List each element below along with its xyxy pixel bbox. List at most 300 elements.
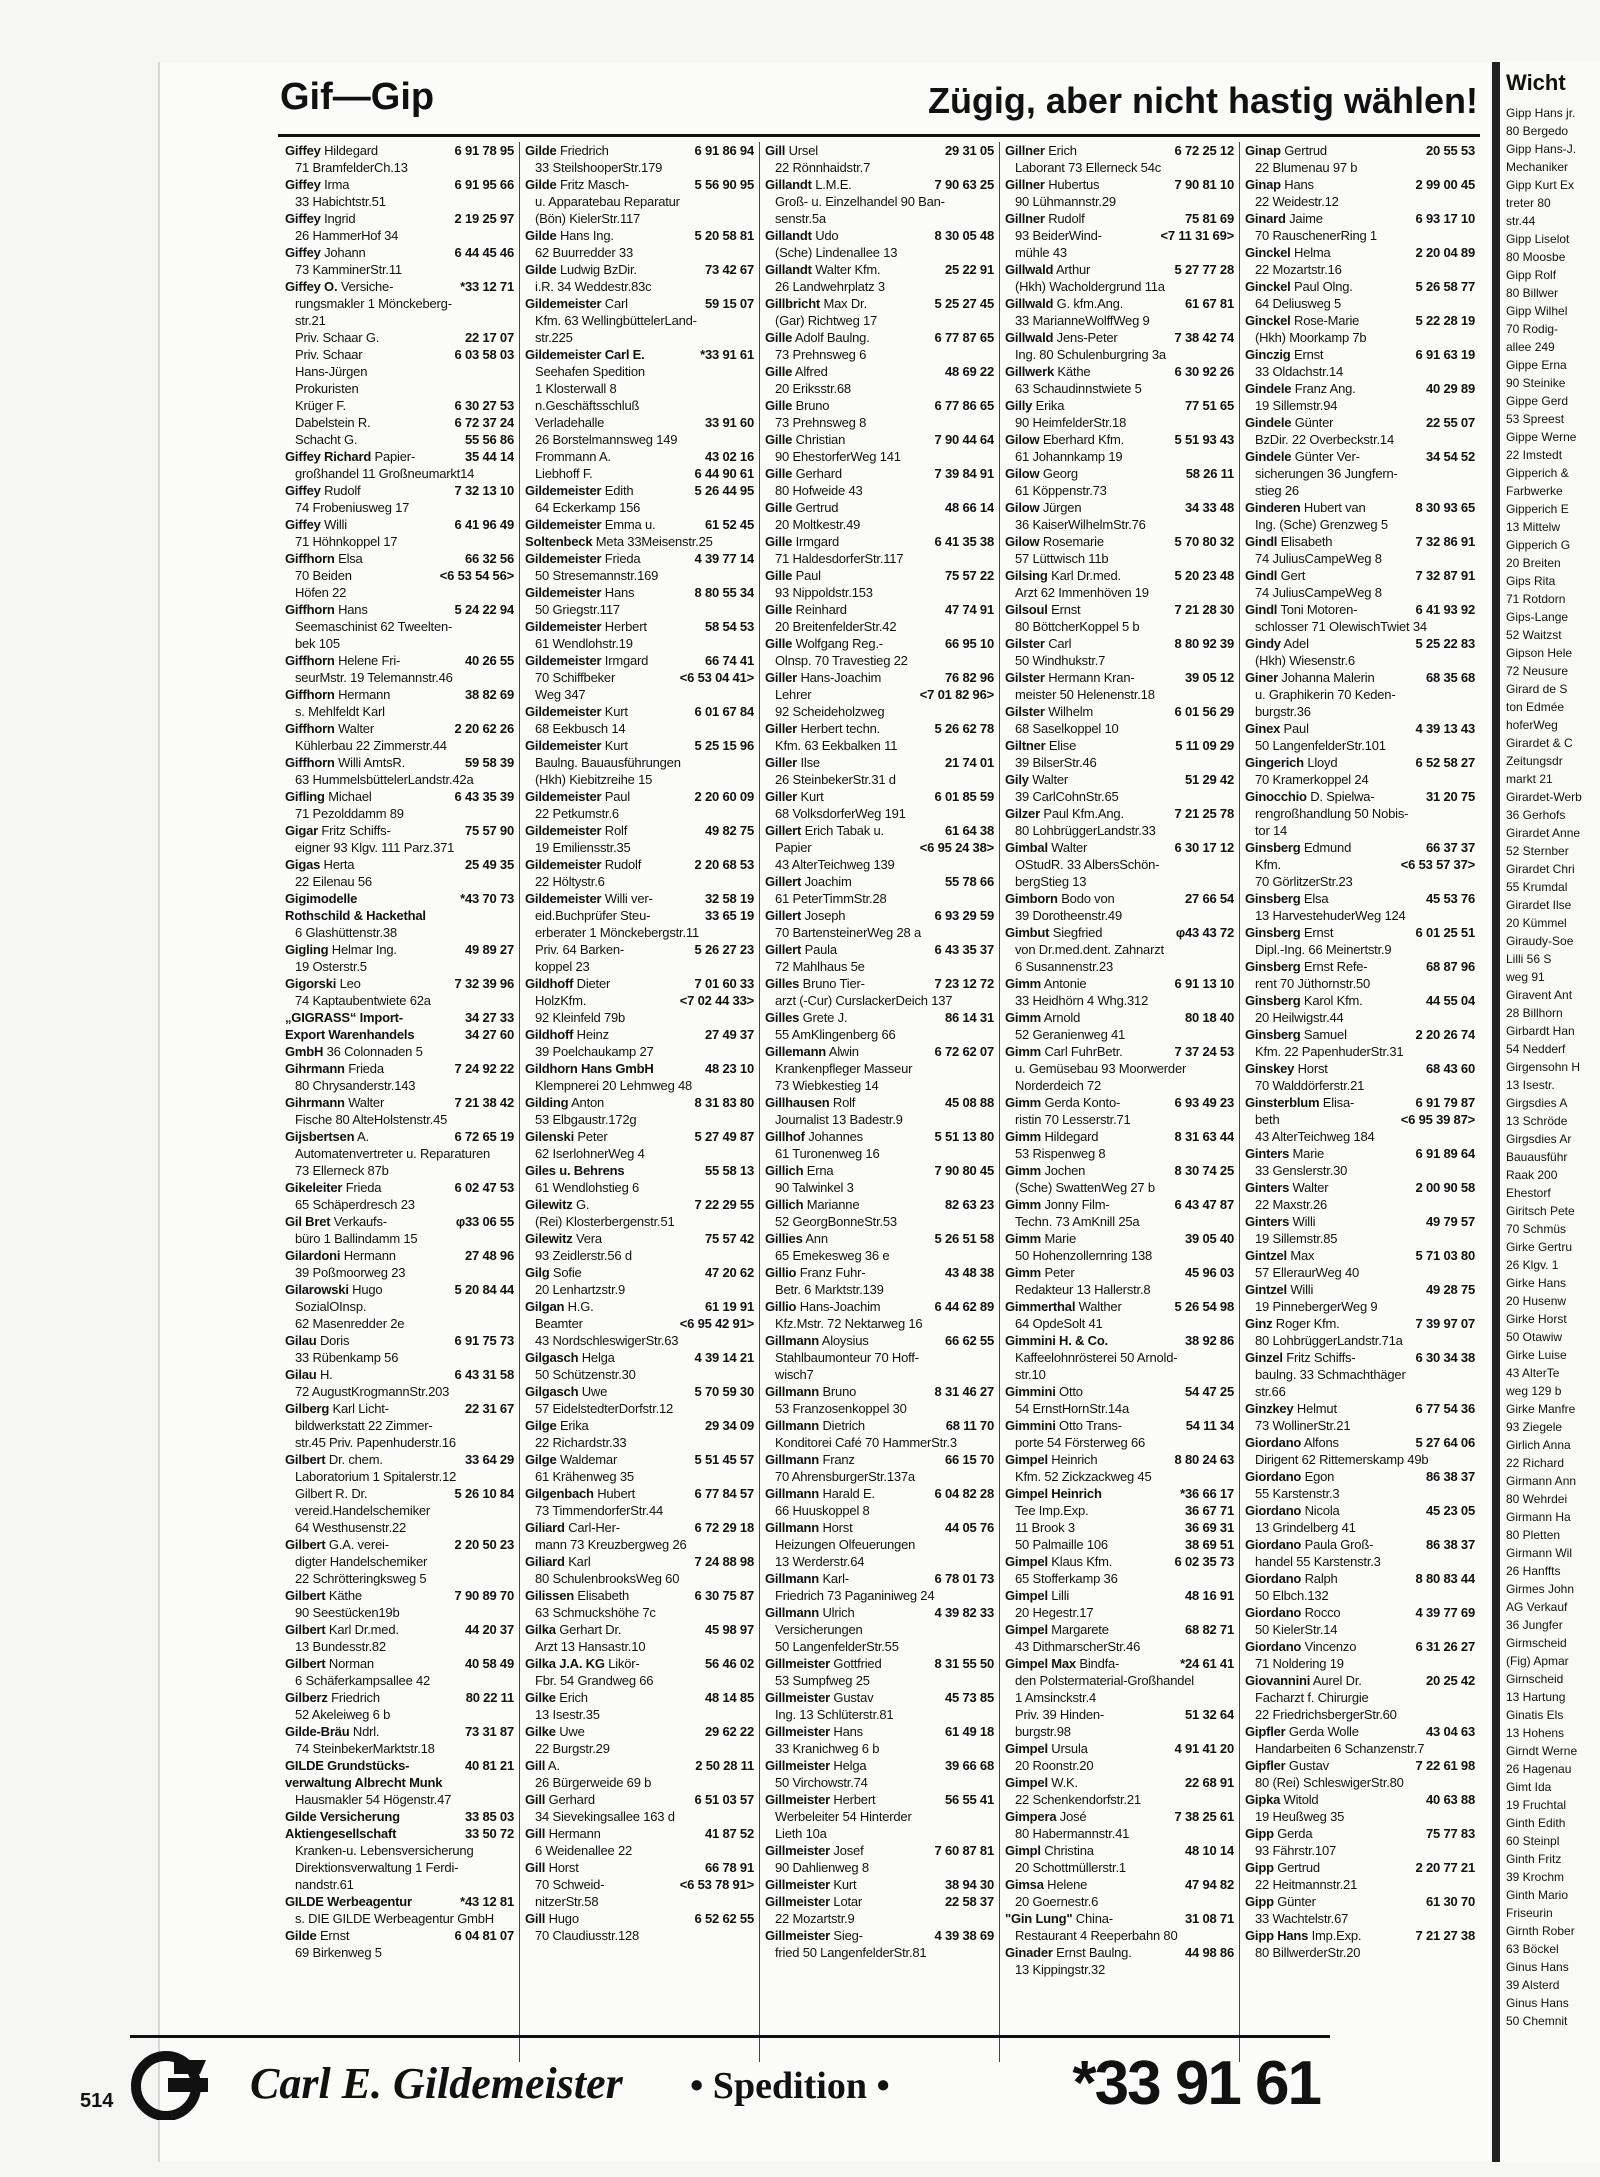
directory-entry — [765, 1553, 994, 1570]
next-page-entry: Raak 200 — [1506, 1168, 1558, 1182]
directory-entry — [1005, 601, 1234, 618]
directory-entry — [285, 1842, 514, 1859]
entry-details: Tee Imp.Exp. — [1015, 1503, 1089, 1518]
directory-entry — [525, 992, 754, 1009]
entry-details: 36 KaiserWilhelmStr.76 — [1015, 517, 1146, 532]
entry-details: 72 Mahlhaus 5e — [775, 959, 865, 974]
entry-details: Bruno Tier- — [802, 976, 865, 991]
entry-name: Gimm — [1005, 1163, 1042, 1178]
entry-details: 50 LangenfelderStr.55 — [775, 1639, 899, 1654]
entry-details: Ing. 80 Schulenburgring 3a — [1015, 347, 1166, 362]
entry-name: Ginsterblum — [1245, 1095, 1320, 1110]
directory-entry — [1005, 1553, 1234, 1570]
entry-details: 55 AmKlingenberg 66 — [775, 1027, 896, 1042]
entry-details: Jaime — [1289, 211, 1323, 226]
entry-name: Gily — [1005, 772, 1029, 787]
directory-entry — [285, 1740, 514, 1757]
directory-entry — [1005, 1842, 1234, 1859]
directory-entry — [1245, 567, 1475, 584]
directory-entry — [285, 771, 514, 788]
entry-details: 64 Westhusenstr.22 — [295, 1520, 407, 1535]
entry-details: Ing. 13 Schlüterstr.81 — [775, 1707, 894, 1722]
entry-phone: 33 91 60 — [704, 415, 754, 430]
entry-details: Ralph — [1304, 1571, 1338, 1586]
directory-entry — [765, 907, 994, 924]
directory-entry — [525, 1519, 754, 1536]
advertisement-banner — [130, 2035, 1330, 2118]
entry-phone: 55 78 66 — [944, 874, 994, 889]
entry-details: rent 70 Jüthornstr.50 — [1255, 976, 1371, 991]
directory-entry — [765, 839, 994, 856]
next-page-entry: Ginth Fritz — [1506, 1852, 1562, 1866]
entry-details: Erika — [559, 1418, 589, 1433]
directory-entry — [765, 1570, 994, 1587]
entry-details: mühle 43 — [1015, 245, 1067, 260]
entry-phone: 6 52 62 55 — [694, 1911, 754, 1926]
directory-entry — [765, 686, 994, 703]
directory-entry — [1245, 601, 1475, 618]
entry-phone: 7 24 88 98 — [694, 1554, 754, 1569]
directory-entry — [525, 1672, 754, 1689]
directory-entry — [1245, 1213, 1475, 1230]
directory-entry — [525, 295, 754, 312]
directory-entry — [1005, 567, 1234, 584]
directory-entry — [1245, 1281, 1475, 1298]
next-page-entry: Gipperich G — [1506, 538, 1571, 552]
directory-entry — [1005, 499, 1234, 516]
entry-name: Gille — [765, 364, 793, 379]
directory-entry — [1245, 244, 1475, 261]
directory-columns — [280, 142, 1480, 2062]
entry-phone: 22 31 67 — [464, 1401, 514, 1416]
entry-details: Laborant 73 Ellerneck 54c — [1015, 160, 1162, 175]
next-page-entry: 13 Hohens — [1506, 1726, 1565, 1740]
entry-details: 64 Eckerkamp 156 — [535, 500, 641, 515]
directory-entry — [1245, 295, 1475, 312]
entry-name: Gimmini H. & Co. — [1005, 1333, 1108, 1348]
directory-entry — [1245, 1706, 1475, 1723]
entry-details: Versicherungen — [775, 1622, 863, 1637]
entry-details: 93 Nippoldstr.153 — [775, 585, 873, 600]
entry-name: Gimbut — [1005, 925, 1050, 940]
next-page-entry: 39 Krochm — [1506, 1870, 1565, 1884]
next-page-entry: 80 Bergedo — [1506, 124, 1569, 138]
entry-name: Gildemeister — [525, 738, 602, 753]
entry-details: Vincenzo — [1304, 1639, 1357, 1654]
directory-entry — [1005, 1145, 1234, 1162]
directory-entry — [285, 703, 514, 720]
directory-entry — [1245, 1672, 1475, 1689]
entry-phone: 38 94 30 — [944, 1877, 994, 1892]
entry-details: Franz Ang. — [1294, 381, 1356, 396]
directory-entry — [525, 652, 754, 669]
entry-details: 80 Chrysanderstr.143 — [295, 1078, 416, 1093]
entry-name: Gilles — [765, 1010, 800, 1025]
directory-entry — [765, 1111, 994, 1128]
directory-entry — [1005, 1128, 1234, 1145]
entry-name: Gillner — [1005, 177, 1045, 192]
directory-entry — [1005, 703, 1234, 720]
entry-details: Eberhard Kfm. — [1042, 432, 1125, 447]
entry-name: Gillies — [765, 1231, 803, 1246]
entry-details: Ursel — [788, 143, 818, 158]
entry-details: Witold — [1283, 1792, 1319, 1807]
entry-name: Gilde — [525, 177, 557, 192]
entry-details: 39 BilserStr.46 — [1015, 755, 1097, 770]
directory-entry — [1245, 1077, 1475, 1094]
entry-details: Herbert techn. — [800, 721, 881, 736]
next-page-entry: Girke Gertru — [1506, 1240, 1573, 1254]
entry-phone: 6 77 87 65 — [934, 330, 994, 345]
entry-name: Giffhorn — [285, 551, 335, 566]
entry-name: Gimmerthal — [1005, 1299, 1076, 1314]
next-page-entry: 20 Kümmel — [1506, 916, 1567, 930]
entry-phone: 6 91 75 73 — [454, 1333, 514, 1348]
entry-details: 93 Fährstr.107 — [1255, 1843, 1337, 1858]
entry-name: Gille — [765, 602, 793, 617]
directory-entry — [1245, 1417, 1475, 1434]
entry-phone: 8 31 55 50 — [934, 1656, 994, 1671]
entry-name: Gillert — [765, 908, 802, 923]
entry-details: Elsa — [338, 551, 363, 566]
entry-details: (Sche) Lindenallee 13 — [775, 245, 898, 260]
entry-phone: 2 20 68 53 — [694, 857, 754, 872]
directory-entry — [765, 329, 994, 346]
entry-name: Gimm — [1005, 1197, 1042, 1212]
entry-details: Jens-Peter — [1056, 330, 1118, 345]
directory-entry — [1005, 1264, 1234, 1281]
directory-entry — [525, 1927, 754, 1944]
entry-phone: 38 92 86 — [1184, 1333, 1234, 1348]
entry-phone: 80 18 40 — [1184, 1010, 1234, 1025]
directory-entry — [1245, 1162, 1475, 1179]
entry-details: 53 Elbgaustr.172g — [535, 1112, 637, 1127]
directory-entry — [1245, 346, 1475, 363]
entry-details: 20 Moltkestr.49 — [775, 517, 861, 532]
directory-entry — [1245, 686, 1475, 703]
entry-details: 71 HaldesdorferStr.117 — [775, 551, 904, 566]
directory-entry — [525, 941, 754, 958]
entry-details: Hubert — [597, 1486, 636, 1501]
entry-details: str.21 — [295, 313, 326, 328]
entry-phone: 7 32 86 91 — [1415, 534, 1475, 549]
entry-phone: 6 93 17 10 — [1415, 211, 1475, 226]
directory-entry — [1005, 465, 1234, 482]
directory-entry — [525, 720, 754, 737]
entry-phone: 6 41 96 49 — [454, 517, 514, 532]
directory-entry — [1245, 975, 1475, 992]
entry-details: Hermann — [343, 1248, 396, 1263]
entry-details: Ernst — [1051, 602, 1081, 617]
entry-name: Gillert — [765, 823, 802, 838]
entry-details: Willi — [1292, 1214, 1316, 1229]
entry-details: Kurt — [833, 1877, 857, 1892]
entry-details: Walter — [1051, 840, 1088, 855]
entry-phone: 43 02 16 — [704, 449, 754, 464]
next-page-entry: Girlich Anna — [1506, 1438, 1571, 1452]
entry-phone: 2 50 28 11 — [695, 1758, 754, 1773]
directory-entry — [285, 1808, 514, 1825]
entry-details: Hugo — [548, 1911, 579, 1926]
entry-phone: 45 53 76 — [1425, 891, 1475, 906]
entry-details: Paula — [804, 942, 837, 957]
directory-entry — [765, 244, 994, 261]
directory-entry — [285, 873, 514, 890]
directory-entry — [285, 1468, 514, 1485]
next-page-entry: Girmes John — [1506, 1582, 1575, 1596]
next-page-entry: 20 Husenw — [1506, 1294, 1567, 1308]
entry-details: Hans-Joachim — [800, 670, 882, 685]
entry-details: Arthur — [1055, 262, 1091, 277]
next-page-entry: 80 Moosbe — [1506, 250, 1566, 264]
next-page-entry: 13 Isestr. — [1506, 1078, 1555, 1092]
entry-details: Ernst — [1293, 347, 1324, 362]
entry-details: Franz — [822, 1452, 855, 1467]
next-page-entry: 36 Gerhofs — [1506, 808, 1566, 822]
next-page-entry: 93 Ziegele — [1506, 1420, 1563, 1434]
entry-details: 71 Pezolddamm 89 — [295, 806, 404, 821]
directory-entry — [1245, 397, 1475, 414]
entry-phone: 66 32 56 — [464, 551, 514, 566]
directory-entry — [1245, 873, 1475, 890]
entry-name: Gilde — [285, 1928, 317, 1943]
next-page-entry: Bauausführ — [1506, 1150, 1568, 1164]
directory-entry — [1005, 958, 1234, 975]
directory-entry — [1245, 856, 1475, 873]
entry-details: 33 SteilshooperStr.179 — [535, 160, 663, 175]
directory-entry — [765, 1910, 994, 1927]
directory-entry — [1005, 397, 1234, 414]
entry-phone: <7 02 44 33> — [679, 993, 754, 1008]
directory-entry — [285, 890, 514, 907]
entry-phone: *43 70 73 — [460, 891, 514, 906]
directory-entry — [525, 1230, 754, 1247]
entry-details: Adolf Baulng. — [794, 330, 870, 345]
entry-details: Paula Groß- — [1304, 1537, 1374, 1552]
entry-name: Gilow — [1005, 500, 1040, 515]
entry-phone: 39 66 68 — [944, 1758, 994, 1773]
entry-details: Gottfried — [833, 1656, 882, 1671]
entry-phone: 5 22 28 19 — [1415, 313, 1475, 328]
directory-entry — [1245, 1808, 1475, 1825]
entry-details: 19 Osterstr.5 — [295, 959, 367, 974]
entry-details: Helene Fri- — [338, 653, 401, 668]
directory-entry — [525, 533, 754, 550]
directory-entry — [765, 1468, 994, 1485]
directory-entry — [525, 601, 754, 618]
entry-details: Gert — [1280, 568, 1306, 583]
directory-entry — [1005, 244, 1234, 261]
entry-phone: 45 98 97 — [704, 1622, 754, 1637]
directory-entry — [285, 176, 514, 193]
entry-details: Carl FuhrBetr. — [1044, 1044, 1123, 1059]
directory-entry — [525, 1060, 754, 1077]
entry-details: 74 JuliusCampeWeg 8 — [1255, 585, 1382, 600]
entry-details: 11 Brook 3 — [1015, 1520, 1075, 1535]
next-page-entry: Girard de S — [1506, 682, 1568, 696]
entry-details: 90 HeimfelderStr.18 — [1015, 415, 1127, 430]
entry-name: Gillhof — [765, 1129, 805, 1144]
entry-details: Ursula — [1051, 1741, 1088, 1756]
next-page-entry: Girardet Anne — [1506, 826, 1581, 840]
entry-name: Gildhoff — [525, 976, 574, 991]
entry-details: 63 Schaudinnstwiete 5 — [1015, 381, 1142, 396]
directory-entry — [765, 1281, 994, 1298]
entry-details: Liebhoff F. — [535, 466, 593, 481]
entry-details: Helene — [1047, 1877, 1088, 1892]
directory-entry — [525, 1825, 754, 1842]
entry-details: Walter — [1032, 772, 1069, 787]
entry-phone: 2 19 25 97 — [454, 211, 514, 226]
entry-details: Frommann A. — [535, 449, 611, 464]
entry-name: Gilgasch — [525, 1384, 579, 1399]
directory-entry — [1005, 941, 1234, 958]
entry-name: Ginader — [1005, 1945, 1053, 1960]
entry-details: str.66 — [1255, 1384, 1286, 1399]
entry-details: OStudR. 33 AlbersSchön- — [1015, 857, 1160, 872]
entry-phone: 6 02 35 73 — [1174, 1554, 1234, 1569]
directory-entry — [525, 1876, 754, 1893]
entry-name: Gillwerk — [1005, 364, 1054, 379]
directory-entry — [1005, 856, 1234, 873]
directory-entry — [1005, 482, 1234, 499]
directory-entry — [285, 1383, 514, 1400]
entry-phone: 6 93 49 23 — [1174, 1095, 1234, 1110]
next-page-entry: Girgsdies A — [1506, 1096, 1568, 1110]
next-page-entry: 26 Hanffts — [1506, 1564, 1561, 1578]
entry-details: Ludwig BzDir. — [559, 262, 637, 277]
entry-phone: 6 44 45 46 — [454, 245, 514, 260]
entry-details: Edith — [604, 483, 634, 498]
entry-phone: 34 27 33 — [464, 1010, 514, 1025]
directory-entry — [765, 1077, 994, 1094]
directory-entry — [285, 1570, 514, 1587]
entry-details: 26 HammerHof 34 — [295, 228, 399, 243]
entry-details: n.Geschäftsschluß — [535, 398, 640, 413]
entry-name: Gipp — [1245, 1894, 1274, 1909]
entry-details: Hermann — [338, 687, 391, 702]
directory-entry — [1245, 720, 1475, 737]
next-page-entry: Gipp Hans-J. — [1506, 142, 1577, 156]
directory-entry — [285, 1264, 514, 1281]
directory-entry — [765, 448, 994, 465]
entry-details: 73 KamminerStr.11 — [295, 262, 402, 277]
entry-name: Ginckel — [1245, 279, 1291, 294]
directory-entry — [1005, 159, 1234, 176]
entry-phone: 75 57 90 — [464, 823, 514, 838]
entry-details: Erika — [1035, 398, 1065, 413]
entry-name: Gipfler — [1245, 1724, 1286, 1739]
entry-details: Marie — [1292, 1146, 1325, 1161]
directory-entry — [285, 1213, 514, 1230]
entry-details: 80 BöttcherKoppel 5 b — [1015, 619, 1140, 634]
entry-details: Waldemar — [559, 1452, 618, 1467]
entry-details: Paul — [604, 789, 631, 804]
entry-name: Rothschild & Hackethal — [285, 908, 426, 923]
entry-details: Hausmakler 54 Högenstr.47 — [295, 1792, 452, 1807]
directory-entry — [525, 975, 754, 992]
entry-details: Johanna Malerin — [1281, 670, 1375, 685]
entry-details: 33 Kranichweg 6 b — [775, 1741, 880, 1756]
entry-details: Willi — [324, 517, 347, 532]
entry-name: Gilberz — [285, 1690, 328, 1705]
entry-details: Lloyd — [1307, 755, 1338, 770]
directory-entry — [1005, 1587, 1234, 1604]
directory-entry — [765, 1145, 994, 1162]
entry-phone: 7 22 61 98 — [1415, 1758, 1475, 1773]
entry-details: Kranken-u. Lebensversicherung — [295, 1843, 474, 1858]
directory-entry — [1245, 822, 1475, 839]
entry-name: Gilzer — [1005, 806, 1040, 821]
entry-details: Emma u. — [604, 517, 656, 532]
entry-details: Gerda Wolle — [1288, 1724, 1359, 1739]
entry-details: bek 105 — [295, 636, 340, 651]
directory-entry — [1245, 1638, 1475, 1655]
entry-name: Gillmeister — [765, 1690, 830, 1705]
entry-phone: 4 39 77 69 — [1415, 1605, 1475, 1620]
directory-entry — [765, 567, 994, 584]
entry-details: Otto — [1059, 1384, 1083, 1399]
directory-entry — [285, 1723, 514, 1740]
entry-name: Gimm — [1005, 1095, 1042, 1110]
directory-entry — [765, 346, 994, 363]
entry-name: Gildemeister — [525, 585, 602, 600]
directory-entry — [1245, 1196, 1475, 1213]
directory-entry — [1005, 1043, 1234, 1060]
entry-name: Gimpl — [1005, 1843, 1041, 1858]
directory-entry — [525, 516, 754, 533]
entry-details: 20 Goernestr.6 — [1015, 1894, 1099, 1909]
entry-details: Hans-Joachim — [799, 1299, 881, 1314]
next-page-entry: Ginth Mario — [1506, 1888, 1569, 1902]
entry-details: Friedrich — [559, 143, 609, 158]
entry-phone: 8 80 83 44 — [1415, 1571, 1475, 1586]
directory-entry — [285, 1893, 514, 1910]
directory-entry — [1245, 1247, 1475, 1264]
entry-name: Ginex — [1245, 721, 1281, 736]
entry-details: 22 Blumenau 97 b — [1255, 160, 1358, 175]
entry-name: Gilster — [1005, 636, 1045, 651]
entry-details: Kfm. 63 Eekbalken 11 — [775, 738, 898, 753]
directory-entry — [525, 1604, 754, 1621]
entry-name: Gillmeister — [765, 1758, 830, 1773]
directory-column-5 — [1240, 142, 1480, 2062]
entry-details: Hans Ing. — [559, 228, 614, 243]
entry-phone: 8 80 24 63 — [1174, 1452, 1234, 1467]
entry-details: China- — [1075, 1911, 1113, 1926]
entry-phone: 6 31 26 27 — [1415, 1639, 1475, 1654]
entry-name: Gildhoff — [525, 1027, 574, 1042]
next-page-entry: 36 Jungfer — [1506, 1618, 1563, 1632]
directory-entry — [285, 329, 514, 346]
entry-phone: 29 62 22 — [704, 1724, 754, 1739]
next-page-entry: 39 Alsterd — [1506, 1978, 1560, 1992]
directory-entry — [1245, 788, 1475, 805]
entry-details: 74 Frobeniusweg 17 — [295, 500, 410, 515]
directory-entry — [285, 1077, 514, 1094]
directory-entry — [285, 1247, 514, 1264]
entry-phone: 5 27 77 28 — [1174, 262, 1234, 277]
entry-details: Irmgard — [604, 653, 649, 668]
entry-phone: 45 23 05 — [1425, 1503, 1475, 1518]
entry-details: Hildegard — [324, 143, 378, 158]
entry-details: Karl Dr.med. — [328, 1622, 399, 1637]
entry-phone: 32 58 19 — [704, 891, 754, 906]
directory-entry — [525, 278, 754, 295]
entry-name: Gilding — [525, 1095, 569, 1110]
next-page-entry: Girke Manfre — [1506, 1402, 1576, 1416]
directory-entry — [765, 1026, 994, 1043]
